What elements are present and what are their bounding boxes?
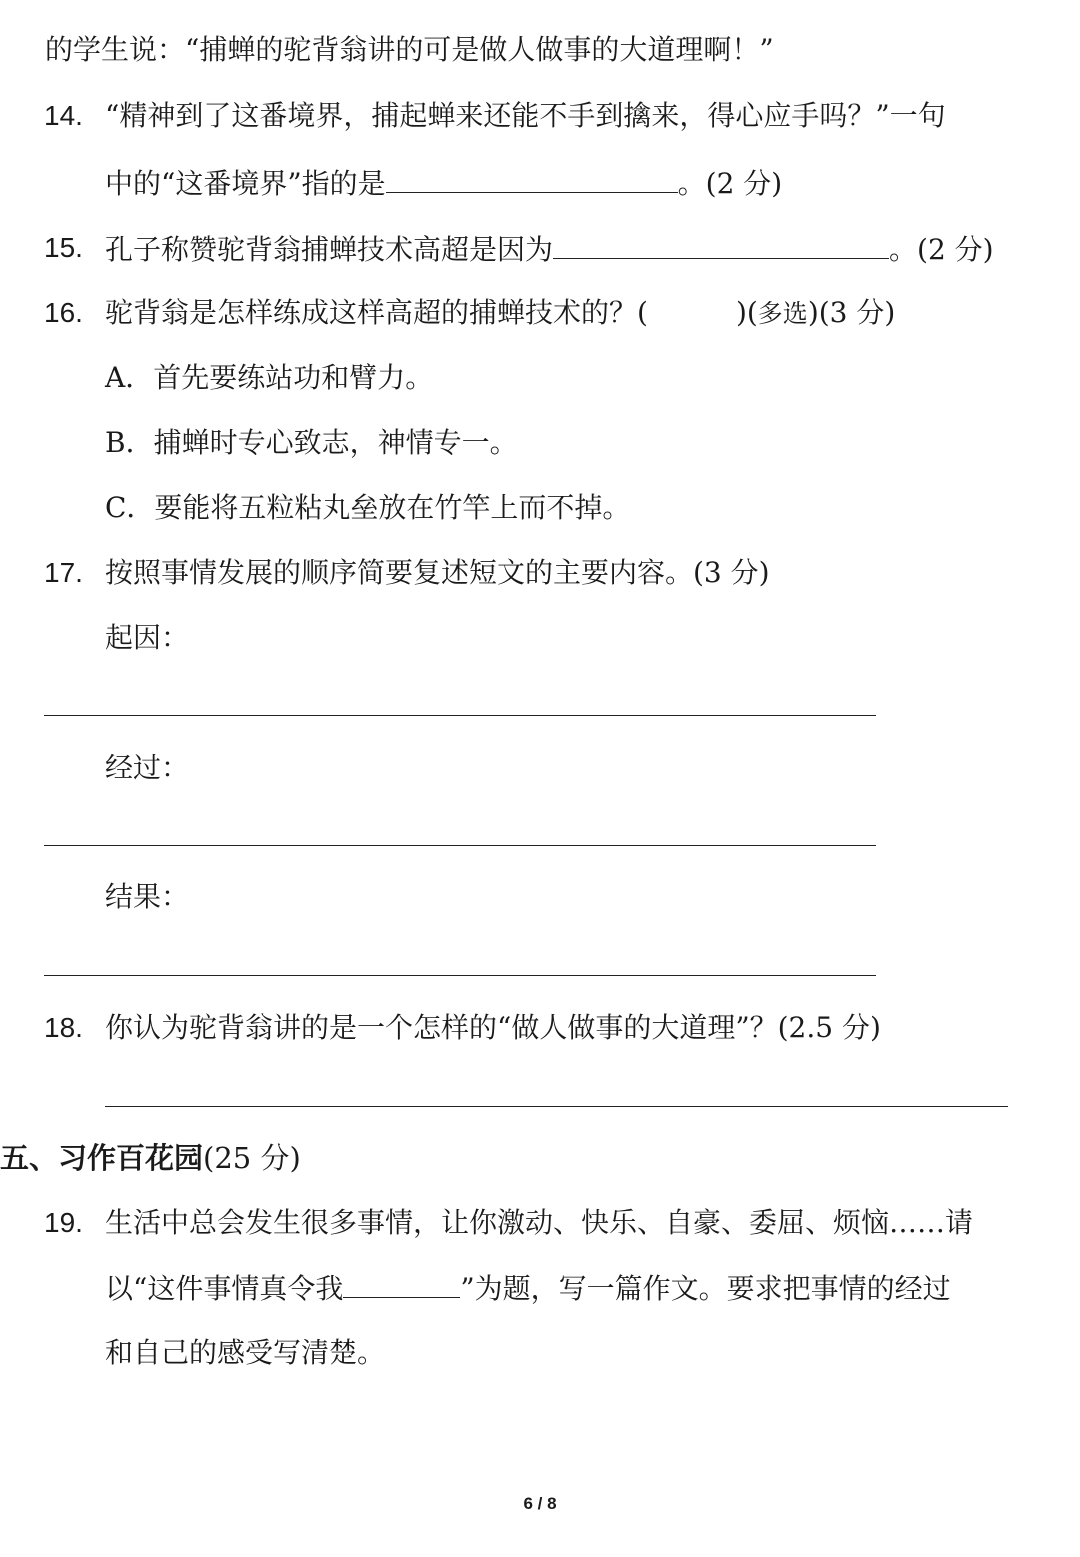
question-19-line1: 生活中总会发生很多事情，让你激动、快乐、自豪、委屈、烦恼……请 xyxy=(105,1206,974,1239)
question-16-line xyxy=(105,293,895,334)
question-15-score: 。(2 分) xyxy=(889,233,994,266)
question-14-prompt: 中的“这番境界”指的是 xyxy=(105,167,386,200)
question-14-answer-blank[interactable] xyxy=(386,162,678,193)
cause-label: 起因： xyxy=(105,621,190,654)
question-15-number: 15. xyxy=(44,232,83,263)
multi-select-note: 多选 xyxy=(757,299,808,328)
question-16-score: )(3 分) xyxy=(807,296,896,329)
question-16-number: 16. xyxy=(44,297,83,328)
option-b: B．捕蝉时专心致志，神情专一。 xyxy=(105,426,518,459)
question-19-prompt-rest: ”为题，写一篇作文。要求把事情的经过 xyxy=(460,1272,951,1305)
result-label: 结果： xyxy=(105,880,190,913)
page-number: 6 / 8 xyxy=(523,1494,557,1513)
process-label: 经过： xyxy=(105,751,190,784)
question-14-number: 14. xyxy=(44,100,83,131)
question-19-prompt: 以“这件事情真令我 xyxy=(105,1272,344,1305)
cause-answer-line[interactable] xyxy=(44,715,876,716)
result-answer-line[interactable] xyxy=(44,975,876,976)
section-5-title: 五、习作百花园 xyxy=(0,1141,204,1175)
question-18-text: 你认为驼背翁讲的是一个怎样的“做人做事的大道理”？(2.5 分) xyxy=(105,1011,881,1044)
question-19-line2 xyxy=(105,1267,951,1309)
question-15-answer-blank[interactable] xyxy=(553,228,889,259)
question-16-prompt: 驼背翁是怎样练成这样高超的捕蝉技术的？( xyxy=(105,296,648,329)
process-answer-line[interactable] xyxy=(44,845,876,846)
question-19-number: 19. xyxy=(44,1207,83,1238)
option-c: C．要能将五粒粘丸垒放在竹竿上而不掉。 xyxy=(105,491,631,524)
question-19-line3: 和自己的感受写清楚。 xyxy=(105,1336,386,1369)
intro-line: 的学生说：“捕蝉的驼背翁讲的可是做人做事的大道理啊！” xyxy=(45,33,774,66)
question-14-line2 xyxy=(105,162,782,204)
section-5-score: (25 分) xyxy=(203,1141,301,1175)
question-17-text: 按照事情发展的顺序简要复述短文的主要内容。(3 分) xyxy=(105,556,770,589)
question-14-score: 。(2 分) xyxy=(677,167,783,200)
question-17-number: 17. xyxy=(44,557,83,588)
question-15-line xyxy=(105,228,994,270)
essay-title-blank[interactable] xyxy=(343,1267,460,1298)
question-14-line1: “精神到了这番境界，捕起蝉来还能不手到擒来，得心应手吗？”一句 xyxy=(105,99,946,132)
question-15-prompt: 孔子称赞驼背翁捕蝉技术高超是因为 xyxy=(105,233,554,266)
section-5-heading xyxy=(0,1138,301,1178)
question-18-number: 18. xyxy=(44,1012,83,1043)
option-a: A．首先要练站功和臂力。 xyxy=(105,361,434,394)
question-18-answer-line[interactable] xyxy=(105,1106,1008,1107)
question-16-paren-close: )( xyxy=(735,296,758,329)
